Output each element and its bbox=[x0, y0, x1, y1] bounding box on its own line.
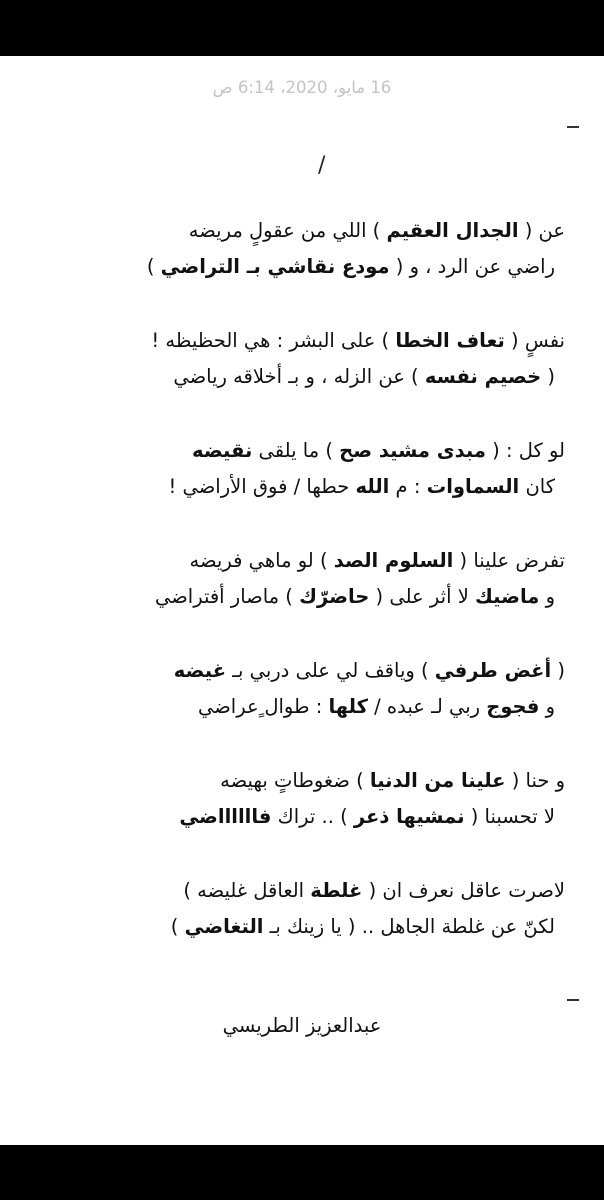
stanza-3 bbox=[25, 433, 565, 505]
note-page bbox=[0, 56, 604, 1145]
note-timestamp: 16 مايو، 2020، 6:14 ص bbox=[212, 78, 392, 97]
stanza-5 bbox=[25, 653, 565, 725]
verse-line: و ماضيك لا أثر على ( حاضرّك ) ماصار أفتراضي bbox=[154, 585, 555, 608]
bottom-dash bbox=[567, 999, 579, 1001]
verse-line: و حنا ( علينا من الدنيا ) ضغوطاتٍ بهيضه bbox=[220, 769, 565, 792]
verse-line: تفرض علينا ( السلوم الصد ) لو ماهي فريضه bbox=[189, 549, 565, 572]
stanza-6 bbox=[25, 763, 565, 835]
top-dash bbox=[567, 126, 579, 128]
verse-line: ( خصيم نفسه ) عن الزله ، و بـ أخلاقه رياضي bbox=[173, 365, 555, 388]
verse-line: عن ( الجدال العقيم ) اللي من عقولٍ مريضه bbox=[188, 219, 565, 242]
stanza-4 bbox=[25, 543, 565, 615]
verse-line: ( أغض طرفي ) وياقف لي على دربي بـ غيضه bbox=[173, 659, 565, 682]
verse-line: لو كل : ( مبدى مشيد صح ) ما يلقى نقيضه bbox=[192, 439, 565, 462]
stanza-1 bbox=[25, 213, 565, 285]
verse-line: لاصرت عاقل نعرف ان ( غلطة العاقل غليضه ) bbox=[183, 879, 565, 902]
poem-body bbox=[25, 213, 565, 983]
stanza-2 bbox=[25, 323, 565, 395]
stanza-7 bbox=[25, 873, 565, 945]
verse-line: كان السماوات : م الله حطها / فوق الأراضي ! bbox=[168, 475, 555, 498]
separator-slash: / bbox=[318, 153, 326, 178]
verse-line: راضي عن الرد ، و ( مودع نقاشي بـ التراضي ) bbox=[146, 255, 555, 278]
signature: عبدالعزيز الطريسي bbox=[222, 1014, 382, 1037]
verse-line: و فجوج ربي لـ عبده / كلها : طوال ٍعراضي bbox=[197, 695, 555, 718]
verse-line: لكنّ عن غلطة الجاهل .. ( يا زينك بـ التغاضي ) bbox=[170, 915, 555, 938]
scrolled-header-fragment bbox=[40, 56, 160, 62]
verse-line: نفسٍ ( تعاف الخطا ) على البشر : هي الحظيظه ! bbox=[151, 329, 565, 352]
verse-line: لا تحسبنا ( نمشيها ذعر ) .. تراك فااااااضي bbox=[179, 805, 555, 828]
